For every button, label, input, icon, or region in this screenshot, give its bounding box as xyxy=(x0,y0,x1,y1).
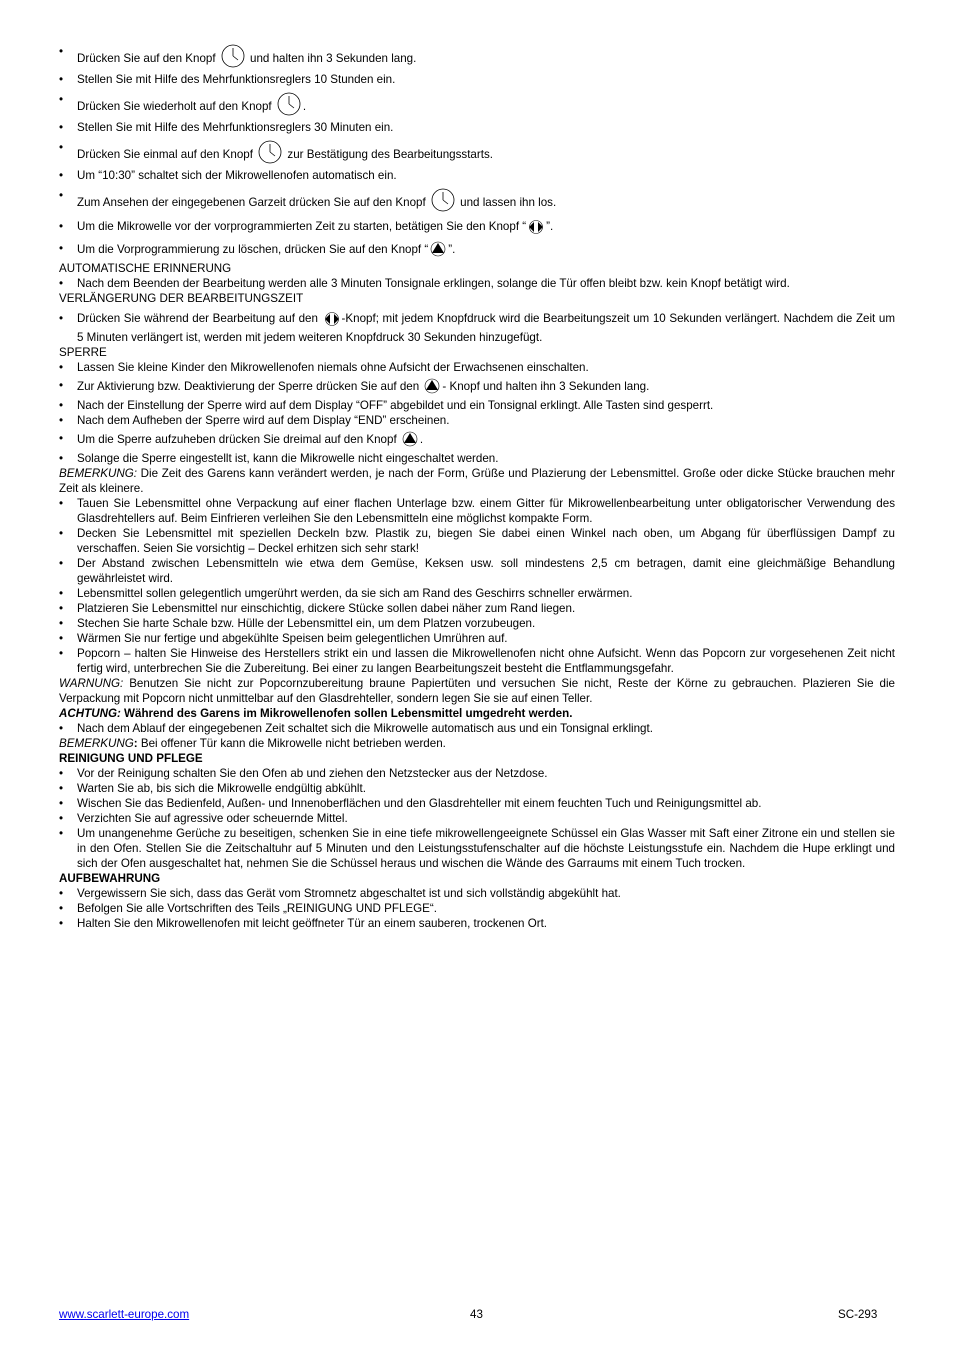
text: Um “10:30” schaltet sich der Mikrowellenofen automatisch ein. xyxy=(77,169,397,182)
list-item: • Der Abstand zwischen Lebensmitteln wie etwa dem Gemüse, Keksen usw. soll mindestens 2,5 cm betragen, damit eine gleichmäßige Behandlung gewährleistet wird. xyxy=(59,556,895,586)
list-item xyxy=(59,398,895,413)
text: : xyxy=(133,737,138,750)
list-item: • Um unangenehme Gerüche zu beseitigen, schenken Sie in eine tiefe mikrowellengeeignete Schüssel ein Glas Wasser mit Saft einer Zitrone ein und stellen sie in den Ofen. Stellen Sie die Zeitschaltuhr auf 5 Minuten und den Leistungsstufenschalter auf die höchste Leistungsstufe ein. Nachdem die Hupe erklingt und sich der Ofen ausgeschaltet hat, nehmen Sie die Schüssel heraus und wischen die Wände des Garraums mit einem Tuch trocken. xyxy=(59,826,895,871)
list-item xyxy=(59,72,895,87)
section-heading: SPERRE xyxy=(59,346,107,359)
list-item xyxy=(59,168,895,183)
text: -Knopf; mit jedem Knopfdruck wird die Bearbeitungszeit um 10 Sekunden verlängert. Nachdem die Zeit um 5 Minuten verlängert ist, werden mit jedem weiteren Knopfdruck 30 Sekunden hinzugefügt. xyxy=(77,312,895,344)
text: Nach der Einstellung der Sperre wird auf dem Display “OFF” abgebildet und ein Tonsignal erklingt. Alle Tasten sind gesperrt. xyxy=(77,399,714,412)
list-item: • Wischen Sie das Bedienfeld, Außen- und Innenoberflächen und den Glasdrehteller mit einem feuchten Tuch und Reinigungsmittel ab. xyxy=(59,796,895,811)
text: Solange die Sperre eingestellt ist, kann die Mikrowelle nicht eingeschaltet werden. xyxy=(77,452,499,465)
clock-icon xyxy=(276,92,302,120)
text: . xyxy=(302,100,307,113)
list-item xyxy=(59,378,895,398)
text: und halten ihn 3 Sekunden lang. xyxy=(246,52,417,65)
text: und lassen ihn los. xyxy=(456,196,557,209)
text: Lassen Sie kleine Kinder den Mikrowellenofen niemals ohne Aufsicht der Erwachsenen einschalten. xyxy=(77,361,589,374)
text: . xyxy=(419,433,424,446)
text: Drücken Sie einmal auf den Knopf xyxy=(77,148,257,161)
text: Zur Aktivierung bzw. Deaktivierung der Sperre drücken Sie auf den xyxy=(77,380,423,393)
list-item xyxy=(59,431,895,451)
list-item: • Lebensmittel sollen gelegentlich umgerührt werden, da sie sich am Rand des Geschirrs schneller erwärmen. xyxy=(59,586,895,601)
list-item: • Vor der Reinigung schalten Sie den Ofen ab und ziehen den Netzstecker aus der Netzdose. xyxy=(59,766,895,781)
list-item xyxy=(59,44,895,72)
list-item: • Stechen Sie harte Schale bzw. Hülle der Lebensmittel ein, um dem Platzen vorzubeugen. xyxy=(59,616,895,631)
clock-icon xyxy=(430,188,456,216)
text: Nach dem Beenden der Bearbeitung werden alle 3 Minuten Tonsignale erklingen, solange die Tür offen bleibt bzw. kein Knopf betätigt wird. xyxy=(77,277,790,290)
text: Um die Vorprogrammierung zu löschen, drücken Sie auf den Knopf “ xyxy=(77,243,429,256)
text: Drücken Sie auf den Knopf xyxy=(77,52,219,65)
note-paragraph xyxy=(59,466,895,496)
start-arrows-icon xyxy=(323,312,341,330)
text: Um die Mikrowelle vor der vorprogrammierten Zeit zu starten, betätigen Sie den Knopf “ xyxy=(77,220,527,233)
text: Drücken Sie während der Bearbeitung auf den xyxy=(77,312,322,325)
page-footer xyxy=(59,1307,895,1323)
clock-icon xyxy=(220,44,246,72)
note-label: BEMERKUNG xyxy=(59,737,134,750)
list-item xyxy=(59,276,895,291)
list-item: • Befolgen Sie alle Vortschriften des Teils „REINIGUNG UND PFLEGE“. xyxy=(59,901,895,916)
list-item xyxy=(59,311,895,345)
text: ”. xyxy=(448,243,456,256)
text: Stellen Sie mit Hilfe des Mehrfunktionsreglers 10 Stunden ein. xyxy=(77,73,396,86)
stop-triangle-icon xyxy=(423,378,441,398)
list-item xyxy=(59,92,895,120)
text: Während des Garens im Mikrowellenofen sollen Lebensmittel umgedreht werden. xyxy=(120,707,573,720)
list-item xyxy=(59,140,895,168)
section-heading: REINIGUNG UND PFLEGE xyxy=(59,752,203,765)
list-item: • Nach dem Ablauf der eingegebenen Zeit schaltet sich die Mikrowelle automatisch aus und ein Tonsignal erklingt. xyxy=(59,721,895,736)
text: Stellen Sie mit Hilfe des Mehrfunktionsreglers 30 Minuten ein. xyxy=(77,121,394,134)
list-item: • Vergewissern Sie sich, dass das Gerät vom Stromnetz abgeschaltet ist und sich vollständig abgekühlt hat. xyxy=(59,886,895,901)
text: Die Zeit des Garens kann verändert werden, je nach der Form, Grüße und Plazierung der Lebensmittel. Große oder dicke Stücke brauchen mehr Zeit als kleinere. xyxy=(59,467,895,495)
warning-paragraph xyxy=(59,676,895,706)
attention-label: ACHTUNG: xyxy=(59,707,121,720)
document-body xyxy=(59,44,895,931)
stop-triangle-icon xyxy=(429,241,447,261)
list-item xyxy=(59,219,895,238)
section-heading: VERLÄNGERUNG DER BEARBEITUNGSZEIT xyxy=(59,292,304,305)
tips-list xyxy=(59,496,895,676)
list-item: • Decken Sie Lebensmittel mit speziellen Deckeln bzw. Plastik zu, biegen Sie dabei einen Winkel nach oben, um Abgang für überflüssigen Dampf zu verschaffen. Seien Sie vorsichtig – Deckel erhitzen sich sehr stark! xyxy=(59,526,895,556)
list-item: • Popcorn – halten Sie Hinweise des Herstellers strikt ein und lassen die Mikrowellenofen nicht ohne Aufsicht. Wenn das Popcorn zur vorgesehenen Zeit nicht fertig wird, unterbrechen Sie die Zubereitung. Bei einer zu langen Bearbeitungszeit besteht die Entflammungsgefahr. xyxy=(59,646,895,676)
note-label: BEMERKUNG: xyxy=(59,467,137,480)
list-item: • Wärmen Sie nur fertige und abgekühlte Speisen beim gelegentlichen Umrühren auf. xyxy=(59,631,895,646)
section-heading: AUTOMATISCHE ERINNERUNG xyxy=(59,262,232,275)
list-item: • Halten Sie den Mikrowellenofen mit leicht geöffneter Tür an einem sauberen, trockenen Ort. xyxy=(59,916,895,931)
list-item xyxy=(59,360,895,375)
text: Nach dem Aufheben der Sperre wird auf dem Display “END” erscheinen. xyxy=(77,414,450,427)
page-number: 43 xyxy=(470,1308,483,1321)
list-item xyxy=(59,413,895,428)
text: Zum Ansehen der eingegebenen Garzeit drücken Sie auf den Knopf xyxy=(77,196,429,209)
list-item: • Platzieren Sie Lebensmittel nur einschichtig, dickere Stücke sollen dabei näher zum Rand liegen. xyxy=(59,601,895,616)
list-item xyxy=(59,451,895,466)
text: Um die Sperre aufzuheben drücken Sie dreimal auf den Knopf xyxy=(77,433,400,446)
text: Bei offener Tür kann die Mikrowelle nicht betrieben werden. xyxy=(137,737,446,750)
website-link[interactable]: www.scarlett-europe.com xyxy=(59,1308,190,1321)
list-item xyxy=(59,241,895,261)
text: ”. xyxy=(546,220,554,233)
text: - Knopf und halten ihn 3 Sekunden lang. xyxy=(442,380,650,393)
text: Benutzen Sie nicht zur Popcornzubereitung braune Papiertüten und versuchen Sie nicht, Reste der Körne zu gebrauchen. Plazieren Sie die Verpackung mit Popcorn nicht unmittelbar auf den Glasdrehteller, sondern legen Sie sie auf einen Teller. xyxy=(59,677,895,705)
list-item: • Tauen Sie Lebensmittel ohne Verpackung auf einer flachen Unterlage bzw. einem Gitter für Mikrowellenbearbeitung unter obligatorischer Verwendung des Glasdrehtellers auf. Beim Einfrieren verleihen Sie den Lebensmitteln eine möglichst kompakte Form. xyxy=(59,496,895,526)
list-item xyxy=(59,120,895,135)
text: Drücken Sie wiederholt auf den Knopf xyxy=(77,100,275,113)
attention-paragraph xyxy=(59,706,895,721)
text: zur Bestätigung des Bearbeitungsstarts. xyxy=(284,148,493,161)
clock-icon xyxy=(257,140,283,168)
warning-label: WARNUNG: xyxy=(59,677,124,690)
stop-triangle-icon xyxy=(401,431,419,451)
section-heading: AUFBEWAHRUNG xyxy=(59,872,161,885)
list-item: • Verzichten Sie auf agressive oder scheuernde Mittel. xyxy=(59,811,895,826)
list-item: • Warten Sie ab, bis sich die Mikrowelle endgültig abkühlt. xyxy=(59,781,895,796)
note-paragraph xyxy=(59,736,895,751)
list-item xyxy=(59,188,895,216)
model-number: SC-293 xyxy=(838,1308,878,1321)
start-arrows-icon xyxy=(527,220,545,238)
